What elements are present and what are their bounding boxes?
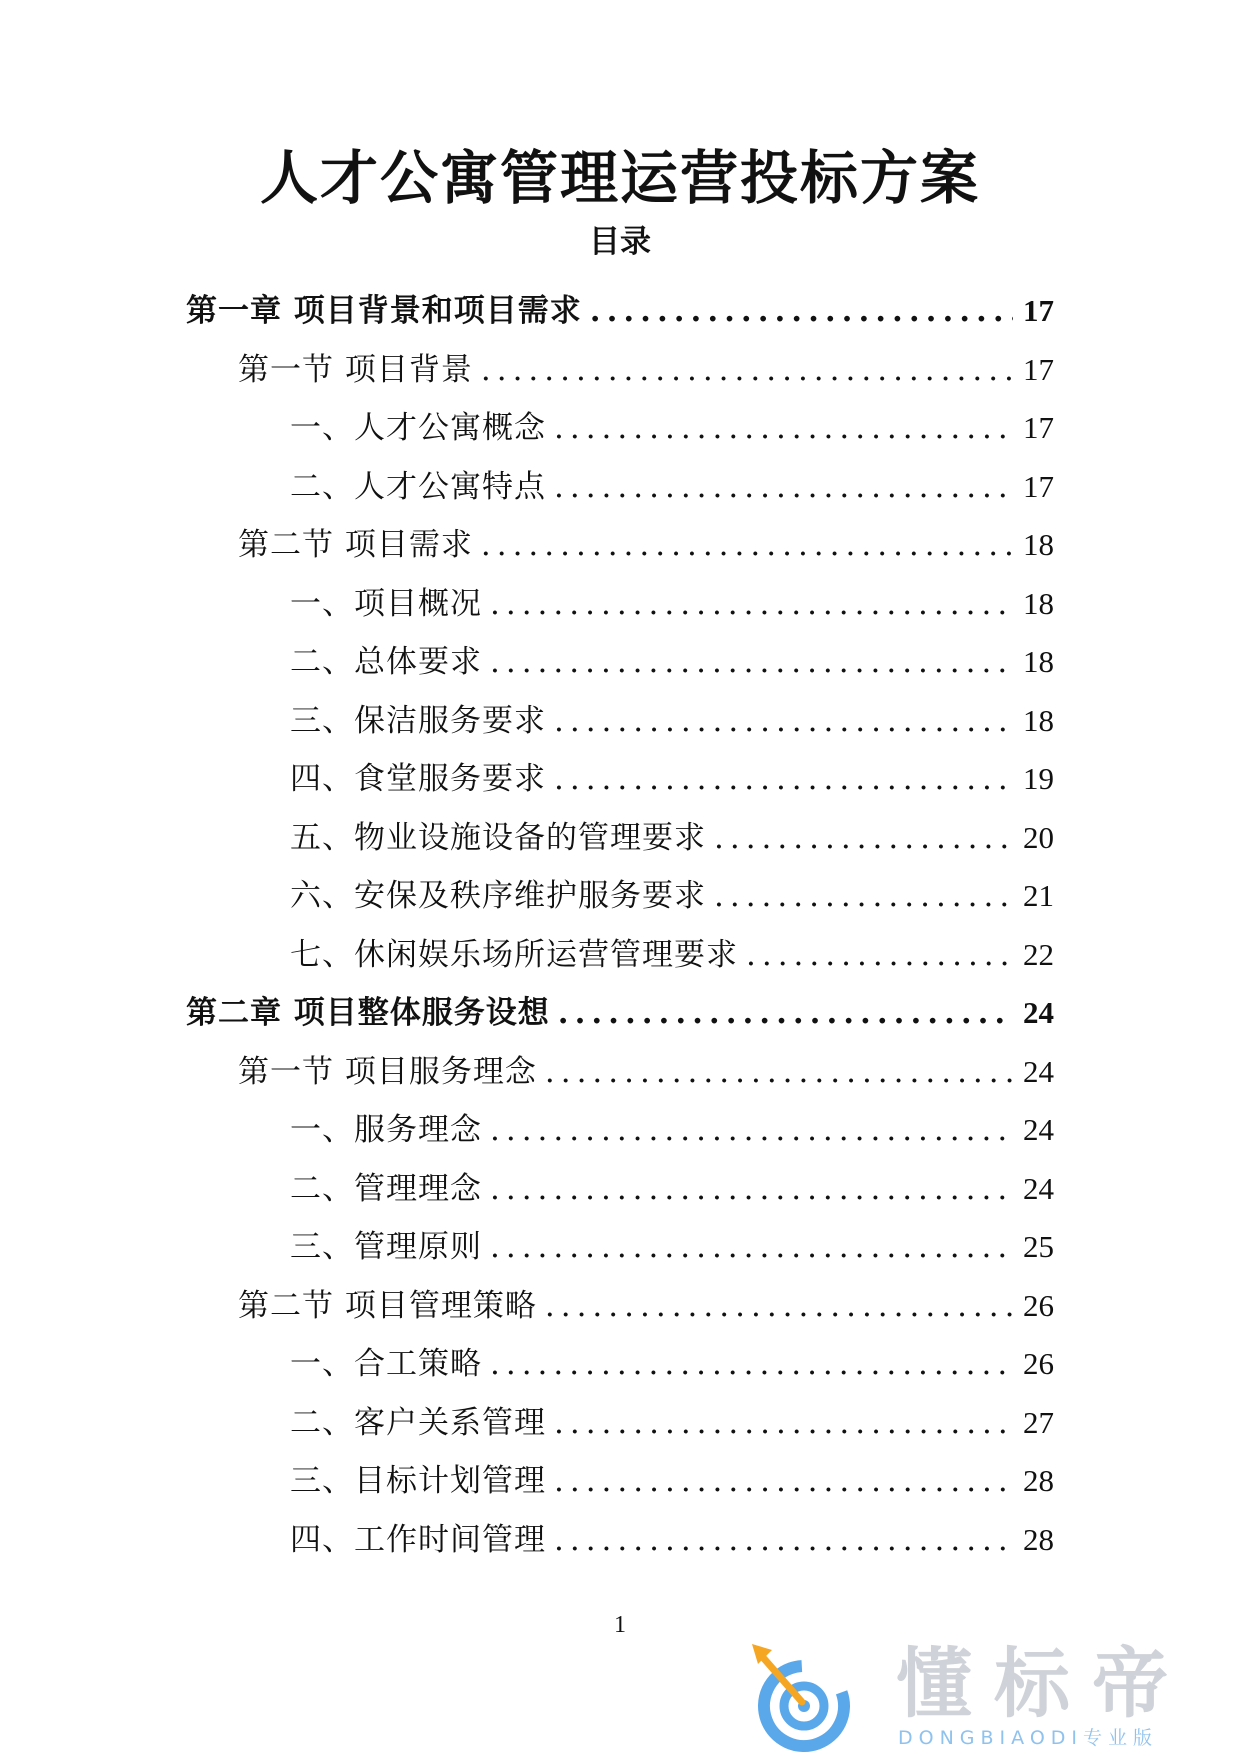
toc-entry-page: 22	[1023, 936, 1054, 972]
toc-entry[interactable]	[186, 926, 1054, 985]
toc-entry[interactable]	[186, 1218, 1054, 1277]
toc-entry-title: 二、人才公寓特点	[290, 468, 546, 505]
toc-leader-dots	[490, 633, 1013, 692]
toc-entry-title: 二、总体要求	[290, 644, 482, 680]
toc-entry-page: 28	[1023, 1521, 1054, 1557]
toc-entry[interactable]	[186, 282, 1054, 341]
toc-leader-dots	[554, 750, 1013, 809]
toc-entry[interactable]	[186, 750, 1054, 809]
toc-leader-dots	[490, 1101, 1013, 1160]
toc-leader-dots	[554, 1452, 1013, 1511]
toc-entry-title: 一、人才公寓概念	[290, 410, 546, 446]
toc-entry-title: 一、服务理念	[290, 1112, 482, 1148]
toc-entry-page: 20	[1023, 819, 1054, 855]
toc-heading: 目录	[589, 224, 651, 260]
toc-entry[interactable]	[186, 1452, 1054, 1511]
toc-leader-dots	[554, 458, 1013, 517]
toc-entry[interactable]	[186, 867, 1054, 926]
toc-entry-title: 第二节 项目管理策略	[238, 1287, 537, 1324]
toc-entry-page: 19	[1023, 761, 1054, 796]
toc-entry-title: 第一节 项目服务理念	[238, 1053, 537, 1090]
toc-leader-dots	[554, 1394, 1013, 1453]
toc-entry-title: 五、物业设施设备的管理要求	[290, 819, 706, 856]
toc-entry-page: 18	[1023, 527, 1054, 562]
toc-entry[interactable]	[186, 1335, 1054, 1394]
toc-entry[interactable]	[186, 633, 1054, 692]
toc-entry-title: 二、管理理念	[290, 1170, 482, 1207]
toc-leader-dots	[490, 1335, 1013, 1394]
toc-entry[interactable]	[186, 341, 1054, 400]
toc-entry[interactable]	[186, 692, 1054, 751]
watermark-brand-subtitle: DONGBIAODI专业版	[898, 1727, 1159, 1749]
toc-entry-page: 18	[1023, 644, 1054, 679]
toc-entry-title: 七、休闲娱乐场所运营管理要求	[290, 936, 738, 973]
toc-entry-title: 六、安保及秩序维护服务要求	[290, 878, 706, 914]
toc-entry-title: 三、保洁服务要求	[290, 702, 546, 739]
toc-entry[interactable]	[186, 516, 1054, 575]
toc-entry-page: 18	[1023, 585, 1054, 621]
toc-entry[interactable]	[186, 1160, 1054, 1219]
toc-entry[interactable]	[186, 575, 1054, 634]
toc-entry[interactable]	[186, 1511, 1054, 1570]
toc-leader-dots	[714, 809, 1013, 868]
toc-entry-page: 24	[1023, 995, 1054, 1030]
toc-leader-dots	[746, 926, 1013, 985]
toc-entry-title: 三、目标计划管理	[290, 1463, 546, 1499]
toc-entry[interactable]	[186, 399, 1054, 458]
toc-entry-title: 四、工作时间管理	[290, 1521, 546, 1558]
toc-leader-dots	[554, 692, 1013, 751]
toc-entry-title: 三、管理原则	[290, 1229, 482, 1265]
toc-leader-dots	[590, 282, 1013, 341]
toc-entry[interactable]	[186, 1043, 1054, 1102]
toc-entry-page: 17	[1023, 410, 1054, 445]
toc-entry-page: 26	[1023, 1287, 1054, 1323]
table-of-contents	[186, 282, 1054, 1569]
toc-entry-page: 24	[1023, 1170, 1054, 1206]
toc-entry-page: 27	[1023, 1404, 1054, 1440]
toc-entry-page: 25	[1023, 1229, 1054, 1264]
toc-entry[interactable]	[186, 1394, 1054, 1453]
toc-entry[interactable]	[186, 984, 1054, 1043]
toc-entry[interactable]	[186, 809, 1054, 868]
toc-entry-title: 第二节 项目需求	[238, 527, 473, 563]
toc-entry-page: 17	[1023, 351, 1054, 387]
toc-entry-page: 17	[1023, 293, 1054, 328]
toc-leader-dots	[481, 516, 1013, 575]
toc-leader-dots	[490, 575, 1013, 634]
toc-leader-dots	[558, 984, 1013, 1043]
toc-leader-dots	[481, 341, 1013, 400]
toc-entry-title: 四、食堂服务要求	[290, 761, 546, 797]
toc-leader-dots	[554, 399, 1013, 458]
toc-entry-page: 21	[1023, 878, 1054, 913]
toc-leader-dots	[714, 867, 1013, 926]
toc-entry[interactable]	[186, 1277, 1054, 1336]
toc-entry-title: 二、客户关系管理	[290, 1404, 546, 1441]
toc-entry-page: 26	[1023, 1346, 1054, 1381]
toc-entry-page: 24	[1023, 1053, 1054, 1089]
toc-entry-page: 24	[1023, 1112, 1054, 1147]
toc-leader-dots	[545, 1277, 1013, 1336]
toc-leader-dots	[554, 1511, 1013, 1570]
toc-entry-title: 一、合工策略	[290, 1346, 482, 1382]
document-title: 人才公寓管理运营投标方案	[259, 144, 980, 212]
toc-entry[interactable]	[186, 1101, 1054, 1160]
toc-leader-dots	[490, 1218, 1013, 1277]
target-arrow-icon	[746, 1640, 864, 1752]
toc-entry-title: 一、项目概况	[290, 585, 482, 622]
toc-entry-title: 第一节 项目背景	[238, 351, 473, 388]
toc-entry-title: 第一章 项目背景和项目需求	[186, 293, 582, 329]
toc-entry-page: 17	[1023, 468, 1054, 504]
toc-leader-dots	[545, 1043, 1013, 1102]
watermark-logo	[746, 1640, 1226, 1752]
toc-entry[interactable]	[186, 458, 1054, 517]
toc-entry-page: 28	[1023, 1463, 1054, 1498]
toc-entry-page: 18	[1023, 702, 1054, 738]
toc-leader-dots	[490, 1160, 1013, 1219]
page-number: 1	[614, 1612, 626, 1638]
toc-entry-title: 第二章 项目整体服务设想	[186, 995, 550, 1031]
watermark-brand-name: 懂标帝	[896, 1639, 1190, 1728]
